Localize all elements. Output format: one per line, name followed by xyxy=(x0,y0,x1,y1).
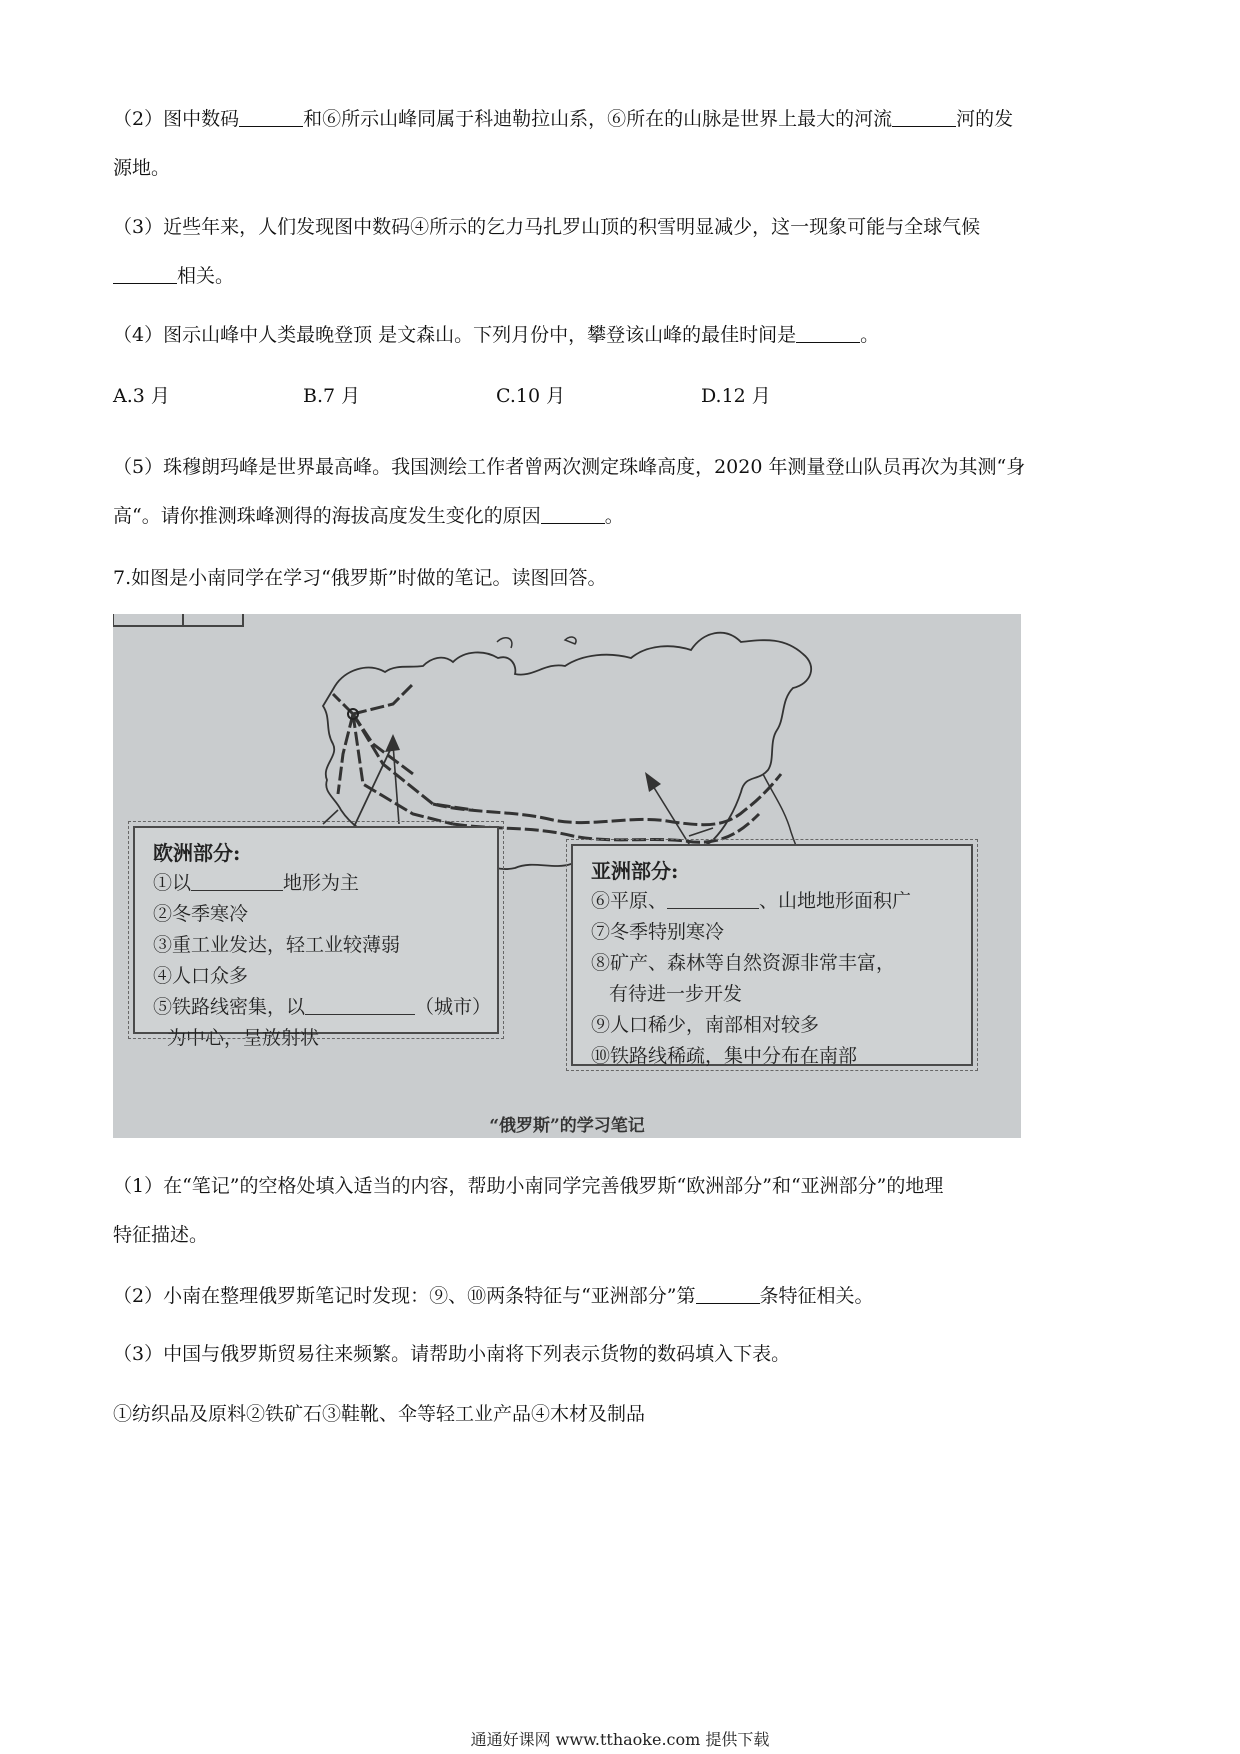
europe-item-4: ④人口众多 xyxy=(153,965,249,987)
q7-3-text: （3）中国与俄罗斯贸易往来频繁。请帮助小南将下列表示货物的数码填入下表。 xyxy=(113,1343,791,1365)
europe-item-5: ⑤铁路线密集，以 （城市） xyxy=(153,996,492,1018)
q7-2-text-1: （2）小南在整理俄罗斯笔记时发现：⑨、⑩两条特征与“亚洲部分”第 xyxy=(113,1285,696,1307)
q3-text-2: 相关。 xyxy=(177,265,235,287)
answer-blank[interactable] xyxy=(892,106,956,127)
figure-caption: “俄罗斯”的学习笔记 xyxy=(489,1116,645,1136)
option-b[interactable]: B.7 月 xyxy=(303,385,361,407)
question-7-3 xyxy=(113,1330,1133,1379)
q7-1-text-1: （1）在“笔记”的空格处填入适当的内容，帮助小南同学完善俄罗斯“欧洲部分”和“亚洲部分”的地理 xyxy=(113,1175,944,1197)
q4-end: 。 xyxy=(860,324,880,346)
asia-notes-box xyxy=(571,844,973,1066)
q7-1-text-2: 特征描述。 xyxy=(113,1224,209,1246)
q2-text-4: 源地。 xyxy=(113,157,171,179)
q2-text-1: （2）图中数码 xyxy=(113,108,240,130)
option-d[interactable]: D.12 月 xyxy=(701,385,771,407)
question-7-1 xyxy=(113,1162,1133,1260)
goods-text: ①纺织品及原料②铁矿石③鞋靴、伞等轻工业产品④木材及制品 xyxy=(113,1403,646,1425)
island-novaya-zemlya xyxy=(497,638,512,648)
q7-stem-text: 7.如图是小南同学在学习“俄罗斯”时做的笔记。读图回答。 xyxy=(113,567,607,589)
q4-text: （4）图示山峰中人类最晚登顶 是文森山。下列月份中，攀登该山峰的最佳时间是 xyxy=(113,324,797,346)
q2-text-2: 和⑥所示山峰同属于科迪勒拉山系，⑥所在的山脉是世界上最大的河流 xyxy=(303,108,893,130)
option-c[interactable]: C.10 月 xyxy=(496,385,566,407)
asia-item-8: ⑧矿产、森林等自然资源非常丰富， xyxy=(591,952,896,974)
question-7-2 xyxy=(113,1272,1133,1321)
q7-2-text-2: 条特征相关。 xyxy=(759,1285,874,1307)
asia-item-10: ⑩铁路线稀疏，集中分布在南部 xyxy=(591,1045,858,1067)
q5-text-2: 高“。请你推测珠峰测得的海拔高度发生变化的原因 xyxy=(113,505,541,527)
asia-item-9: ⑨人口稀少，南部相对较多 xyxy=(591,1014,820,1036)
island-north xyxy=(565,637,576,644)
asia-item-6: ⑥平原、 、山地地形面积广 xyxy=(591,890,912,912)
arrow-head-asia xyxy=(645,772,661,792)
arrow-head-europe xyxy=(385,734,400,752)
answer-blank[interactable] xyxy=(796,322,860,343)
question-3 xyxy=(113,203,1133,301)
answer-blank[interactable] xyxy=(239,106,303,127)
question-2 xyxy=(113,95,1133,193)
asia-item-8-cont: 有待进一步开发 xyxy=(609,983,743,1005)
table-edge xyxy=(113,614,243,626)
europe-item-1: ①以 地形为主 xyxy=(153,872,360,894)
q4-options xyxy=(113,372,1013,421)
q5-text-1: （5）珠穆朗玛峰是世界最高峰。我国测绘工作者曾两次测定珠峰高度，2020 年测量登山队员再次为其测“身 xyxy=(113,456,1026,478)
europe-title: 欧洲部分: xyxy=(153,841,241,865)
asia-title: 亚洲部分: xyxy=(591,859,679,883)
asia-item-7: ⑦冬季特别寒冷 xyxy=(591,921,725,943)
question-5 xyxy=(113,443,1133,541)
answer-blank[interactable] xyxy=(305,994,415,1015)
q3-text-1: （3）近些年来，人们发现图中数码④所示的乞力马扎罗山顶的积雪明显减少，这一现象可能与全球气候 xyxy=(113,216,981,238)
europe-notes-box xyxy=(133,826,499,1049)
answer-blank[interactable] xyxy=(541,503,605,524)
question-4 xyxy=(113,311,1133,360)
europe-item-2: ②冬季寒冷 xyxy=(153,903,249,925)
page-footer: 通通好课网 www.tthaoke.com 提供下载 xyxy=(470,1730,770,1749)
q5-end: 。 xyxy=(604,505,624,527)
question-7-stem xyxy=(113,554,1133,603)
russia-notes-figure xyxy=(113,614,1021,1138)
europe-item-3: ③重工业发达，轻工业较薄弱 xyxy=(153,934,401,956)
europe-item-5-cont: 为中心，呈放射状 xyxy=(167,1027,320,1049)
answer-blank[interactable] xyxy=(667,888,759,909)
goods-list xyxy=(113,1390,1133,1439)
q2-text-3: 河的发 xyxy=(956,108,1014,130)
answer-blank[interactable] xyxy=(113,263,177,284)
answer-blank[interactable] xyxy=(191,870,283,891)
option-a[interactable]: A.3 月 xyxy=(113,385,170,407)
railway-lines xyxy=(333,684,781,842)
answer-blank[interactable] xyxy=(696,1283,760,1304)
